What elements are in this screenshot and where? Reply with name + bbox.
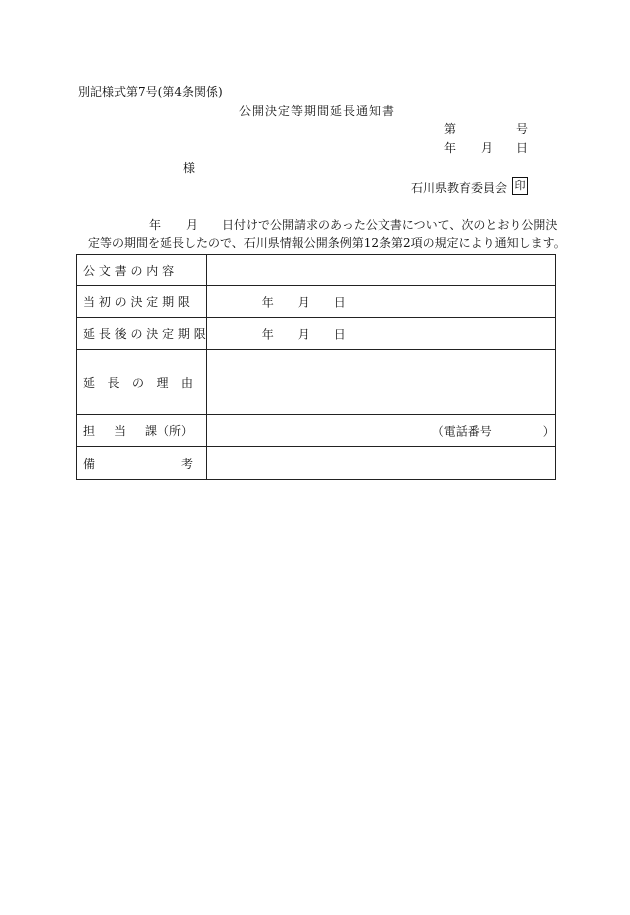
table-row-extended-deadline: [77, 318, 556, 350]
label-responsible-section: [77, 415, 207, 447]
body-line-2: 定等の期間を延長したので、石川県情報公開条例第12条第2項の規定により通知します。: [88, 236, 566, 250]
value-document-content[interactable]: [206, 255, 555, 286]
document-title-text: 公開決定等期間延長通知書: [238, 104, 395, 118]
date-year-label: 年: [444, 141, 457, 155]
label-text: 当 初 の 決 定 期 限: [83, 295, 190, 309]
value-original-deadline[interactable]: [206, 286, 555, 318]
document-title: [0, 104, 630, 118]
label-char: 課（所）: [144, 424, 193, 438]
label-text: 延 長 後 の 決 定 期 限: [83, 327, 206, 341]
body-month-label: 月: [186, 218, 199, 232]
table-row-remarks: [77, 447, 556, 480]
table-row-original-deadline: [77, 286, 556, 318]
label-original-deadline: [77, 286, 207, 318]
value-responsible-section[interactable]: [206, 415, 555, 447]
label-text: [83, 422, 193, 439]
extended-deadline-day: 日: [333, 327, 346, 341]
issuer-name: 石川県教育委員会: [411, 181, 508, 195]
label-extended-deadline: [77, 318, 207, 350]
form-number: 別記様式第7号(第4条関係): [78, 85, 223, 99]
recipient-honorific: 様: [183, 161, 196, 175]
body-year-label: 年: [149, 218, 162, 232]
extended-deadline-month: 月: [297, 327, 310, 341]
table-row-extension-reason: [77, 350, 556, 415]
seal-mark: 印: [512, 177, 528, 195]
original-deadline-day: 日: [333, 295, 346, 309]
phone-number-close: ）: [542, 424, 555, 438]
label-char: 由: [180, 375, 193, 390]
label-char: 長: [107, 375, 120, 390]
label-text: 公 文 書 の 内 容: [83, 263, 175, 278]
document-number-suffix: 号: [516, 122, 529, 136]
label-char: 担: [83, 424, 96, 438]
table-row-responsible-section: [77, 415, 556, 447]
body-line-1: 日付けで公開請求のあった公文書について、次のとおり公開決: [222, 218, 558, 232]
phone-number-label: （電話番号: [431, 424, 492, 438]
label-remarks: [77, 447, 207, 480]
label-char: の: [131, 375, 144, 390]
date-day-label: 日: [516, 141, 529, 155]
label-char: 考: [180, 456, 193, 471]
label-char: 理: [156, 375, 169, 390]
label-text: [83, 455, 193, 472]
value-extension-reason[interactable]: [206, 350, 555, 415]
label-char: 備: [83, 456, 96, 471]
label-text: [83, 374, 193, 391]
label-char: 当: [113, 424, 126, 438]
label-document-content: [77, 255, 207, 286]
original-deadline-year: 年: [261, 295, 274, 309]
notice-table: [76, 254, 556, 480]
label-extension-reason: [77, 350, 207, 415]
label-char: 延: [83, 375, 96, 390]
table-row-document-content: [77, 255, 556, 286]
value-extended-deadline[interactable]: [206, 318, 555, 350]
document-number-label: 第: [444, 122, 457, 136]
date-month-label: 月: [481, 141, 494, 155]
original-deadline-month: 月: [297, 295, 310, 309]
value-remarks[interactable]: [206, 447, 555, 480]
extended-deadline-year: 年: [261, 327, 274, 341]
